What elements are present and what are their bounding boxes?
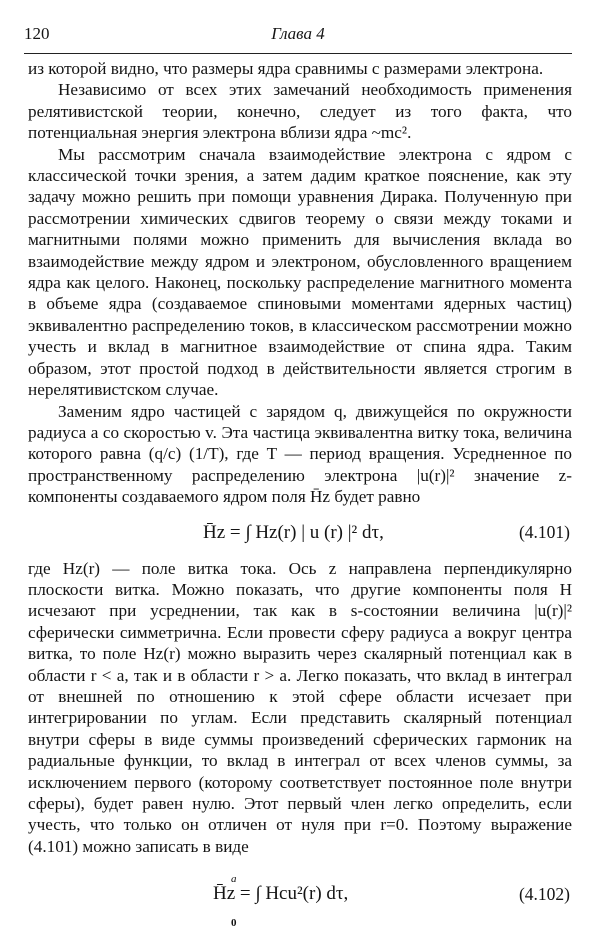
equation-number: (4.102) [518,884,570,905]
integral-lower-limit: 0 [231,917,237,930]
paragraph-4: Заменим ядро частицей с зарядом q, движущейся по окружности радиуса a со скоростью v. Эта частица эквивалентна витку тока, величина которого равна (q/c) (1/T), где T — период вращения. Усредненное по пространственному распределению электрона |u(r)|² значение z-компоненты создаваемого ядром поля H̄z будет равно [28,401,572,507]
equation-4-102 [28,857,572,935]
page-header [24,24,572,48]
paragraph-5: где Hz(r) — поле витка тока. Ось z направлена перпендикулярно плоскости витка. Можно показать, что другие компоненты поля H исчезают при усреднении, так как в s-состоянии величина |u(r)|² сферически симметрична. Если провести сферу радиуса a вокруг центра витка, то поле Hz(r) можно выразить через скалярный потенциал как в области r < a, так и в области r > a. Легко показать, что вклад в интеграл от внешней по отношению к этой сфере области исчезает при интегрировании по углам. Если представить скалярный потенциал внутри сферы в виде суммы произведений сферических гармоник на радиальные функции, то вклад в интеграл от всех членов суммы, за исключением первого (которому соответствует постоянное поле внутри сферы), будет равен нулю. Этот первый член легко определить, если учесть, что только он отличен от нуля при r=0. Поэтому выражение (4.101) можно записать в виде [28,558,572,856]
paragraph-3: Мы рассмотрим сначала взаимодействие электрона с ядром с классической точки зрения, а затем дадим краткое пояснение, как эту задачу можно решить при помощи уравнения Дирака. Полученную при рассмотрении химических сдвигов теорему о связи между токами и магнитными полями можно применить для вычисления вклада во взаимодействие между ядром и электроном, обусловленного вращением ядра как целого. Наконец, поскольку распределение магнитного момента в объеме ядра (создаваемое спиновыми моментами ядерных частиц) эквивалентно распределению токов, в классическом рассмотрении можно учесть и вклад в магнитное взаимодействие от спина ядра. Таким образом, этот простой подход в действительности является строгим в нерелятивистском случае. [28,144,572,400]
page-body [28,58,572,935]
equation-4-101 [28,508,572,558]
equation-formula: H̄z = ∫ Hz(r) | u (r) |² dτ, [203,521,384,543]
page-number: 120 [24,24,50,43]
equation-formula [213,873,349,930]
equation-number: (4.101) [518,521,570,542]
integral-upper-limit: a [231,873,237,886]
paragraph-1: из которой видно, что размеры ядра сравнимы с размерами электрона. [28,59,544,78]
equation-body: H̄z = ∫ Hcu²(r) dτ, [213,883,349,905]
running-title: Глава 4 [271,24,325,43]
paragraph-2: Независимо от всех этих замечаний необходимость применения релятивистской теории, конечно, следует из того факта, что потенциальная энергия электрона вблизи ядра ~mc². [28,80,572,143]
header-rule [24,53,572,54]
